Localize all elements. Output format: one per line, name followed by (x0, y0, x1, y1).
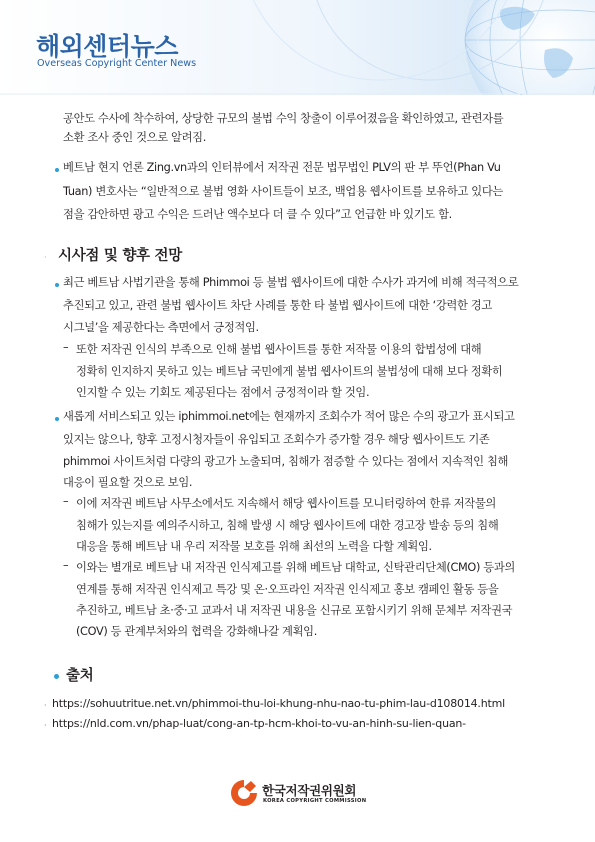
b2-sub-line-1: 또한 저작권 인식의 부족으로 인해 불법 웹사이트를 통한 저작물 이용의 합법성에 대해 (76, 343, 482, 356)
logo-text-english: KOREA COPYRIGHT COMMISSION (263, 798, 367, 804)
b1-line-3: 점을 감안하면 광고 수익은 드러난 액수보다 더 클 수 있다”고 언급한 바 있기도 함. (63, 208, 452, 221)
b3-sub1-line-3: 대응을 통해 베트남 내 우리 저작물 보호를 위해 최선의 노력을 다할 계획임. (76, 540, 432, 553)
b3-sub2-line-1: 이와는 별개로 베트남 내 저작권 인식제고를 위해 베트남 대학교, 신탁관리단체(CMO) 등과의 (76, 561, 515, 574)
newsletter-title: 해외센터뉴스 (36, 32, 178, 61)
b3-sub1-line-1: 이에 저작권 베트남 사무소에서도 지속해서 해당 웹사이트를 모니터링하여 한류 저작물의 (76, 497, 496, 510)
b3-sub1-line-2: 침해가 있는지를 예의주시하고, 침해 발생 시 해당 웹사이트에 대한 경고장 발송 등의 침해 (76, 519, 499, 532)
page-header (0, 0, 595, 95)
bullet-marker (55, 283, 59, 287)
b2-sub-line-3: 인지할 수 있는 기회도 제공된다는 점에서 긍정적이라 할 것임. (76, 386, 370, 399)
bullet-marker (55, 168, 59, 172)
b3-sub2-line-3: 추진하고, 베트남 초·중·고 교과서 내 저작권 내용을 신규로 포함시키기 위해 문체부 저작권국 (76, 604, 513, 617)
dash-marker: – (63, 559, 69, 572)
bullet-marker (55, 417, 59, 421)
section-heading-sources: 출처 (66, 668, 94, 684)
intro-line-1: 공안도 수사에 착수하여, 상당한 규모의 불법 수익 창출이 이루어졌음을 확인하였고, 관련자를 (63, 112, 504, 125)
logo-text-korean: 한국저작권위원회 (262, 783, 357, 798)
dash-marker: – (63, 495, 69, 508)
section-dot-icon: · (44, 253, 47, 262)
intro-line-2: 소환 조사 중인 것으로 알려짐. (63, 131, 206, 144)
newsletter-subtitle: Overseas Copyright Center News (37, 58, 197, 69)
source-link-1[interactable]: https://sohuutritue.net.vn/phimmoi-thu-loi-khung-nhu-nao-tu-phim-lau-d108014.html (52, 697, 505, 710)
b2-line-1: 최근 베트남 사법기관을 통해 Phimmoi 등 불법 웹사이트에 대한 수사가 과거에 비해 적극적으로 (63, 276, 519, 289)
kcc-logo-icon (228, 777, 260, 809)
b1-line-2: Tuan) 변호사는 “일반적으로 불법 영화 사이트들이 보조, 백업용 웹사이트를 보유하고 있다는 (63, 185, 503, 198)
b3-line-4: 대응이 필요할 것으로 보임. (63, 476, 193, 489)
source-link-2[interactable]: https://nld.com.vn/phap-luat/cong-an-tp-hcm-khoi-to-vu-an-hinh-su-lien-quan- (52, 717, 466, 730)
b3-sub2-line-2: 연계를 통해 저작권 인식제고 특강 및 온·오프라인 저작권 인식제고 홍보 캠페인 활동 등을 (76, 583, 499, 596)
b2-sub-line-2: 정확히 인지하지 못하고 있는 베트남 국민에게 불법 웹사이트의 불법성에 대해 보다 정확히 (76, 365, 503, 378)
b3-line-2: 있지는 않으나, 향후 고정시청자들이 유입되고 조회수가 증가할 경우 해당 웹사이트도 기존 (63, 433, 490, 446)
ref-dot-icon: · (44, 701, 47, 710)
section-heading-outlook: 시사점 및 향후 전망 (58, 248, 182, 264)
dash-marker: – (63, 341, 69, 354)
b3-line-3: phimmoi 사이트처럼 다량의 광고가 노출되며, 침해가 점증할 수 있다는 점에서 지속적인 침해 (63, 455, 509, 468)
ref-dot-icon: · (44, 721, 47, 730)
b3-line-1: 새롭게 서비스되고 있는 iphimmoi.net에는 현재까지 조회수가 적어 많은 수의 광고가 표시되고 (63, 410, 515, 423)
b2-line-3: 시그널’을 제공한다는 측면에서 긍정적임. (63, 321, 259, 334)
b3-sub2-line-4: (COV) 등 관계부처와의 협력을 강화해나갈 계획임. (76, 625, 317, 638)
bullet-marker (54, 674, 59, 679)
b2-line-2: 추진되고 있고, 관련 불법 웹사이트 차단 사례를 통한 타 불법 웹사이트에 대한 ‘강력한 경고 (63, 299, 492, 312)
b1-line-1: 베트남 현지 언론 Zing.vn과의 인터뷰에서 저작권 전문 법무법인 PLV의 판 부 뚜언(Phan Vu (63, 161, 501, 174)
